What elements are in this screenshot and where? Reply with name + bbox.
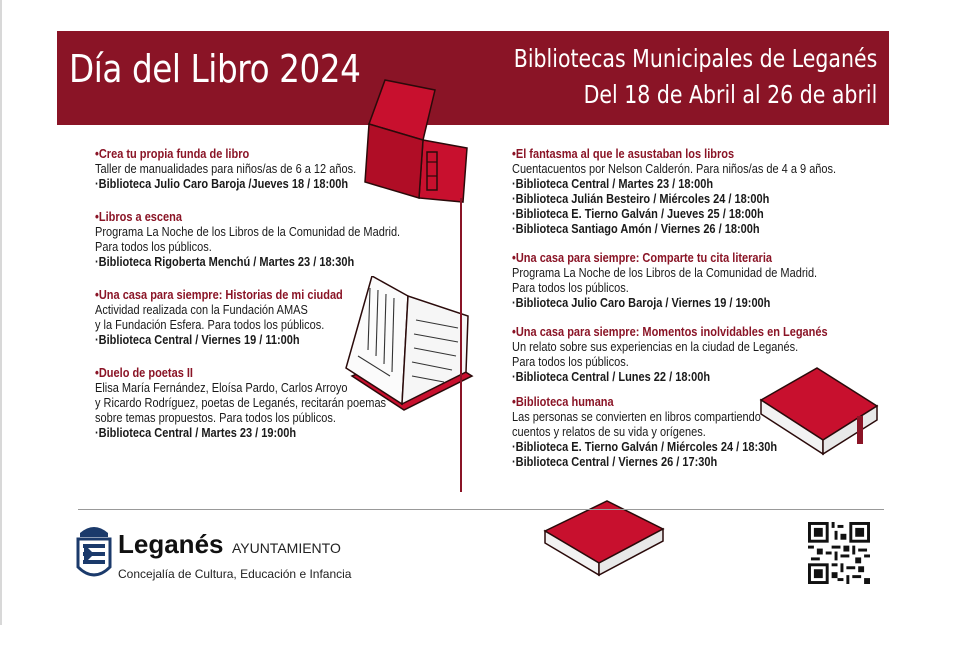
event-description: Para todos los públicos.	[95, 240, 212, 254]
event-title-label: •Biblioteca humana	[512, 395, 614, 409]
event-venue: ·Biblioteca Rigoberta Menchú / Martes 23 / 18:30h	[95, 255, 355, 269]
event-description: Programa La Noche de los Libros de la Comunidad de Madrid.	[512, 266, 818, 280]
footer-divider	[78, 509, 884, 510]
event-description: cuentos y relatos de su vida y orígenes.	[512, 425, 706, 439]
header-subtitle	[514, 41, 877, 113]
event-description: Para todos los públicos.	[512, 355, 629, 369]
qr-code	[808, 522, 870, 584]
event-description: Las personas se convierten en libros compartiendo	[512, 410, 761, 424]
event-title-label: •Una casa para siempre: Historias de mi ciudad	[95, 288, 343, 302]
event-description: y la Fundación Esfera. Para todos los públicos.	[95, 318, 325, 332]
event-item	[95, 288, 394, 348]
event-venue: ·Biblioteca E. Tierno Galván / Jueves 25 / 18:00h	[512, 207, 764, 221]
right-events-column	[512, 147, 872, 480]
event-venue: ·Biblioteca Central / Lunes 22 / 18:00h	[512, 370, 711, 384]
event-item	[512, 395, 829, 470]
event-item	[512, 325, 829, 385]
event-description: Cuentacuentos por Nelson Calderón. Para niños/as de 4 a 9 años.	[512, 162, 837, 176]
department-name: Concejalía de Cultura, Educación e Infancia	[118, 567, 352, 581]
event-venue: ·Biblioteca E. Tierno Galván / Miércoles 24 / 18:30h	[512, 440, 778, 454]
event-title: Día del Libro 2024	[69, 47, 361, 91]
organizer-line: Bibliotecas Municipales de Leganés	[513, 44, 877, 73]
event-venue: ·Biblioteca Central / Martes 23 / 18:00h	[512, 177, 714, 191]
event-title-label: •El fantasma al que le asustaban los libros	[512, 147, 735, 161]
event-description: Actividad realizada con la Fundación AMAS	[95, 303, 308, 317]
event-description: Programa La Noche de los Libros de la Comunidad de Madrid.	[95, 225, 401, 239]
event-title-label: •Una casa para siempre: Comparte tu cita literaria	[512, 251, 773, 265]
event-venue: ·Biblioteca Central / Viernes 19 / 11:00h	[95, 333, 300, 347]
event-description: sobre temas propuestos. Para todos los públicos.	[95, 411, 336, 425]
event-description: y Ricardo Rodríguez, poetas de Leganés, recitarán poemas	[95, 396, 387, 410]
event-description: Un relato sobre sus experiencias en la ciudad de Leganés.	[512, 340, 799, 354]
event-title-label: •Duelo de poetas II	[95, 366, 193, 380]
event-item	[95, 210, 401, 270]
brand-suffix: AYUNTAMIENTO	[231, 540, 341, 556]
event-description: Taller de manualidades para niños/as de 6 a 12 años.	[95, 162, 357, 176]
event-title-label: •Libros a escena	[95, 210, 183, 224]
brand-name: Leganés	[118, 529, 224, 559]
event-venue: ·Biblioteca Santiago Amón / Viernes 26 / 18:00h	[512, 222, 760, 236]
event-venue: ·Biblioteca Central / Martes 23 / 19:00h	[95, 426, 297, 440]
event-item	[95, 366, 394, 441]
event-title-label: •Una casa para siempre: Momentos inolvidables en Leganés	[512, 325, 828, 339]
event-description: Elisa María Fernández, Eloísa Pardo, Carlos Arroyo	[95, 381, 348, 395]
event-venue: ·Biblioteca Julio Caro Baroja / Viernes 19 / 19:00h	[512, 296, 771, 310]
column-divider	[460, 198, 462, 492]
date-range-line: Del 18 de Abril al 26 de abril	[583, 80, 877, 109]
event-venue: ·Biblioteca Julián Besteiro / Miércoles 24 / 18:00h	[512, 192, 770, 206]
event-item	[95, 147, 394, 192]
event-item	[512, 147, 837, 237]
page-edge-rule	[0, 0, 2, 625]
event-title-label: •Crea tu propia funda de libro	[95, 147, 250, 161]
left-events-column	[95, 147, 435, 451]
event-venue: ·Biblioteca Central / Viernes 26 / 17:30h	[512, 455, 718, 469]
city-crest-icon	[76, 521, 112, 583]
event-item	[512, 251, 829, 311]
closed-red-book-bottom-illustration	[539, 499, 667, 579]
event-description: Para todos los públicos.	[512, 281, 629, 295]
event-venue: ·Biblioteca Julio Caro Baroja /Jueves 18 / 18:00h	[95, 177, 349, 191]
header-banner	[57, 31, 889, 125]
